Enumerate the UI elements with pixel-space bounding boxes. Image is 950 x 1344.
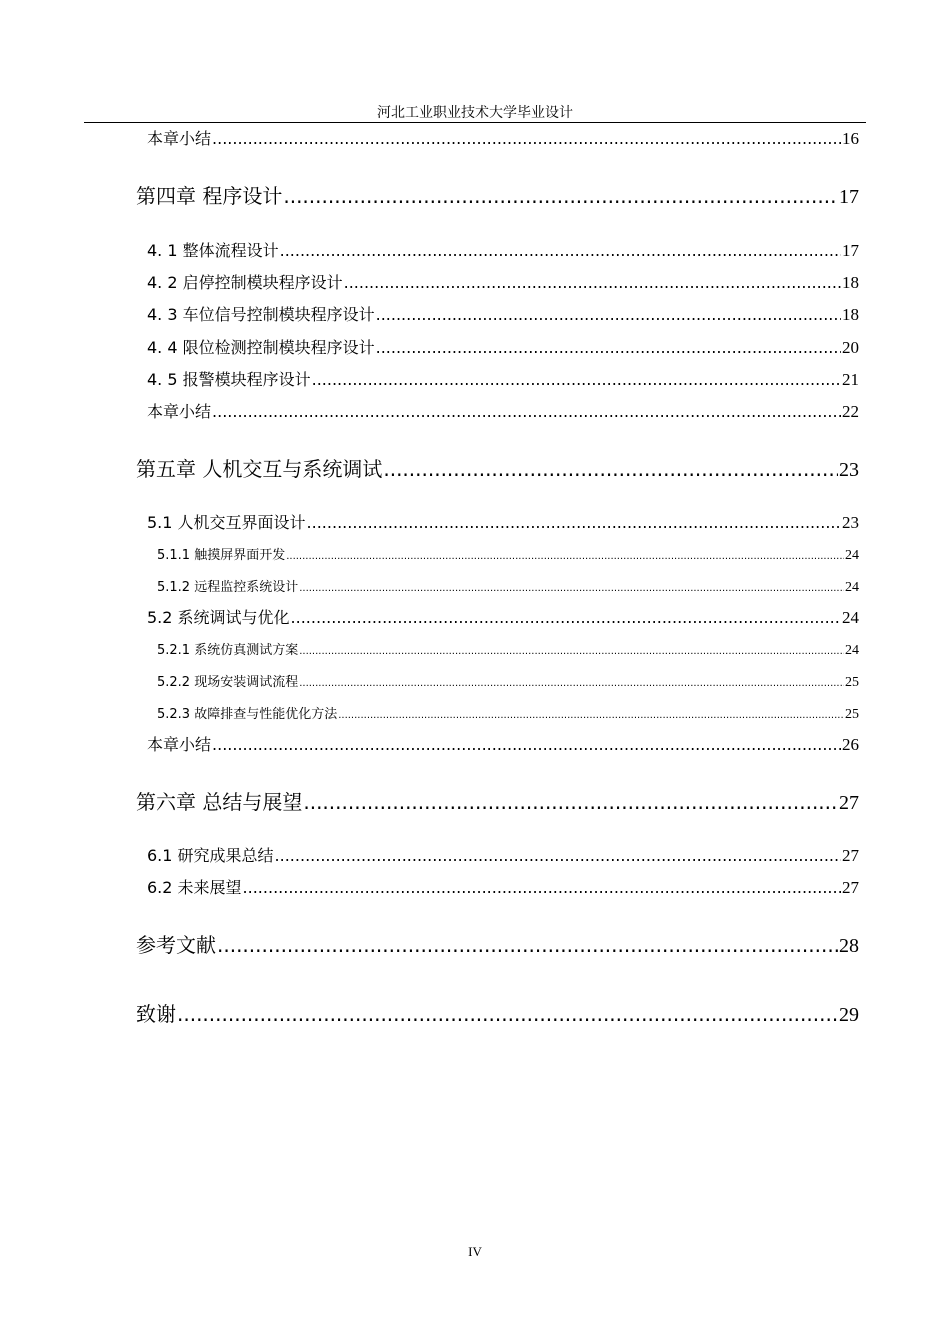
toc-entry-page: 24 xyxy=(845,548,859,563)
toc-entry[interactable] xyxy=(147,302,859,325)
toc-entry-page: 29 xyxy=(839,1004,859,1026)
toc-leader xyxy=(383,457,838,481)
toc-entry[interactable] xyxy=(157,671,859,691)
toc-entry-label: 第五章 人机交互与系统调试 xyxy=(136,457,383,481)
toc-entry[interactable] xyxy=(147,732,859,755)
toc-leader xyxy=(376,305,841,324)
toc-entry-label: 4. 4 限位检测控制模块程序设计 xyxy=(147,338,375,357)
toc-entry-page: 25 xyxy=(845,707,859,722)
toc-leader xyxy=(291,608,841,627)
toc-entry-page: 23 xyxy=(842,513,859,532)
toc-entry[interactable] xyxy=(147,843,859,866)
page-number: IV xyxy=(468,1244,482,1259)
toc-entry[interactable] xyxy=(157,639,859,659)
toc-entry[interactable] xyxy=(147,126,859,149)
toc-entry-page: 21 xyxy=(842,370,859,389)
toc-leader xyxy=(280,241,841,260)
toc-entry-label: 4. 5 报警模块程序设计 xyxy=(147,370,311,389)
toc-entry-label: 5.1 人机交互界面设计 xyxy=(147,513,306,532)
toc-leader xyxy=(344,273,841,292)
toc-entry-label: 致谢 xyxy=(136,1002,176,1026)
toc-leader xyxy=(212,129,841,148)
toc-leader xyxy=(243,878,841,897)
toc-entry-page: 26 xyxy=(842,735,859,754)
toc-entry-page: 20 xyxy=(842,338,859,357)
toc-entry-page: 17 xyxy=(839,186,859,208)
toc-entry[interactable] xyxy=(157,703,859,723)
toc-leader xyxy=(177,1002,838,1026)
toc-entry-label: 5.2.2 现场安装调试流程 xyxy=(157,675,299,690)
toc-leader xyxy=(217,933,838,957)
toc-entry-page: 27 xyxy=(842,846,859,865)
toc-entry-page: 22 xyxy=(842,402,859,421)
toc-leader xyxy=(299,643,844,658)
toc-entry-label: 本章小结 xyxy=(147,735,212,754)
toc-entry-label: 参考文献 xyxy=(136,933,216,957)
toc-entry-label: 本章小结 xyxy=(147,129,212,148)
toc-entry[interactable] xyxy=(136,786,859,815)
toc-entry-label: 5.1.1 触摸屏界面开发 xyxy=(157,548,286,563)
toc-entry-page: 17 xyxy=(842,241,859,260)
toc-entry-label: 5.2.3 故障排查与性能优化方法 xyxy=(157,707,338,722)
toc-entry-label: 5.2.1 系统仿真测试方案 xyxy=(157,643,299,658)
header-title: 河北工业职业技术大学毕业设计 xyxy=(377,105,573,121)
toc-entry-page: 18 xyxy=(842,273,859,292)
toc-entry[interactable] xyxy=(157,576,859,596)
toc-leader xyxy=(376,338,841,357)
toc-leader xyxy=(283,184,838,208)
toc-entry-page: 27 xyxy=(842,878,859,897)
toc-entry[interactable] xyxy=(136,929,859,958)
toc-entry[interactable] xyxy=(147,875,859,898)
toc-leader xyxy=(299,580,844,595)
toc-entry[interactable] xyxy=(147,605,859,628)
toc-entry-label: 5.2 系统调试与优化 xyxy=(147,608,290,627)
toc-entry-label: 第四章 程序设计 xyxy=(136,184,283,208)
toc-entry[interactable] xyxy=(136,998,859,1027)
toc-entry[interactable] xyxy=(147,510,859,533)
toc-entry-label: 4. 1 整体流程设计 xyxy=(147,241,279,260)
toc-entry-label: 4. 3 车位信号控制模块程序设计 xyxy=(147,305,375,324)
toc-entry-label: 4. 2 启停控制模块程序设计 xyxy=(147,273,343,292)
toc-entry-page: 27 xyxy=(839,792,859,814)
toc-leader xyxy=(212,402,841,421)
toc-entry[interactable] xyxy=(147,238,859,261)
toc-entry-page: 24 xyxy=(842,608,859,627)
toc-entry[interactable] xyxy=(147,367,859,390)
toc-leader xyxy=(338,707,844,722)
toc-entry[interactable] xyxy=(147,335,859,358)
toc-leader xyxy=(299,675,844,690)
toc-entry-label: 5.1.2 远程监控系统设计 xyxy=(157,580,299,595)
toc-entry-page: 23 xyxy=(839,459,859,481)
toc-entry-label: 6.1 研究成果总结 xyxy=(147,846,274,865)
toc-leader xyxy=(307,513,841,532)
toc-entry[interactable] xyxy=(147,270,859,293)
toc-entry-label: 本章小结 xyxy=(147,402,212,421)
toc-entry-label: 6.2 未来展望 xyxy=(147,878,242,897)
toc-leader xyxy=(303,790,838,814)
toc-entry-label: 第六章 总结与展望 xyxy=(136,790,303,814)
toc-entry-page: 18 xyxy=(842,305,859,324)
toc-entry-page: 24 xyxy=(845,643,859,658)
toc-entry[interactable] xyxy=(136,180,859,209)
toc-leader xyxy=(275,846,841,865)
toc-leader xyxy=(312,370,841,389)
toc-entry[interactable] xyxy=(136,453,859,482)
toc-entry-page: 25 xyxy=(845,675,859,690)
toc-entry[interactable] xyxy=(157,544,859,564)
toc-entry-page: 16 xyxy=(842,129,859,148)
toc-entry-page: 28 xyxy=(839,935,859,957)
toc-entry-page: 24 xyxy=(845,580,859,595)
toc-leader xyxy=(212,735,841,754)
toc-entry[interactable] xyxy=(147,399,859,422)
toc-leader xyxy=(286,548,844,563)
